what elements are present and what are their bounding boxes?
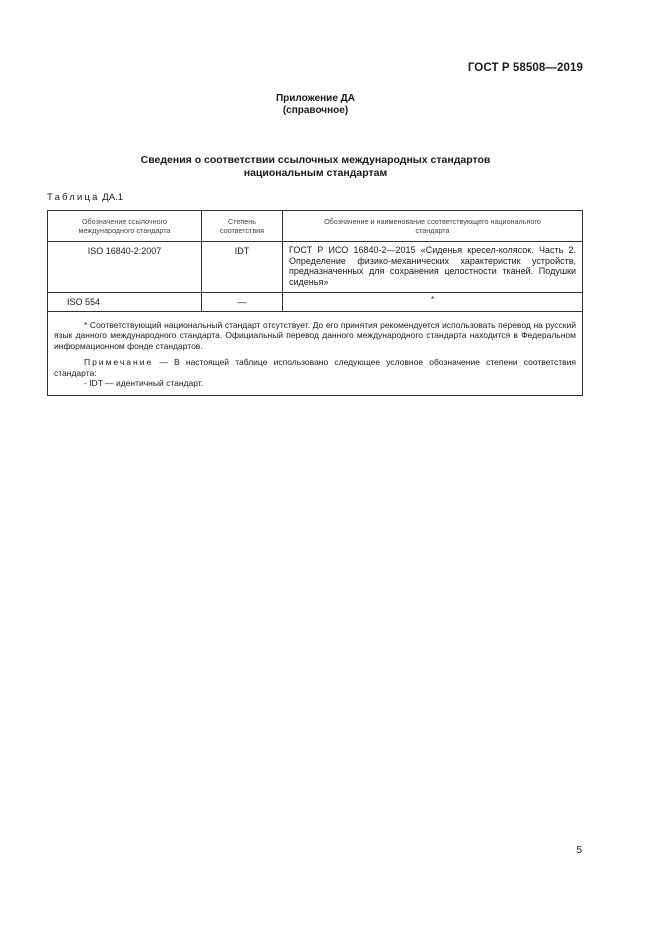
footnote: * Соответствующий национальный стандарт отсутствует. До его принятия рекомендуется использовать перевод на русский язык данного международного стандарта. Официальный перевод данного международного стандарта находится в Федеральном информационном фонде стандартов. bbox=[54, 319, 576, 351]
appendix-title: Приложение ДА bbox=[275, 93, 356, 104]
section-title bbox=[0, 154, 631, 180]
table-caption-number: ДА.1 bbox=[102, 192, 123, 203]
note-item: - IDT — идентичный стандарт. bbox=[84, 378, 204, 388]
appendix-heading bbox=[0, 93, 631, 117]
header-degree-line1: Степень bbox=[227, 216, 256, 226]
table-caption-word: Таблица bbox=[47, 192, 100, 203]
note-label: Примечание bbox=[84, 357, 154, 367]
table-row bbox=[48, 242, 583, 293]
header-ref-standard bbox=[48, 211, 202, 242]
note bbox=[54, 357, 576, 378]
cell-national-standard: ГОСТ Р ИСО 16840-2—2015 «Сиденья кресел-колясок. Часть 2. Определение физико-механических характеристик устройств, предназначенных для сохранения целостности тканей. Подушки сиденья» bbox=[283, 242, 583, 293]
header-national-line1: Обозначение и наименование соответствующего национального bbox=[324, 216, 541, 226]
document-code: ГОСТ Р 58508—2019 bbox=[467, 62, 583, 74]
table-notes-row bbox=[48, 311, 583, 395]
header-degree bbox=[202, 211, 283, 242]
header-national-line2: стандарта bbox=[415, 226, 450, 235]
correspondence-table bbox=[47, 210, 583, 396]
section-title-line1: Сведения о соответствии ссылочных международных стандартов bbox=[140, 154, 491, 166]
cell-degree: IDT bbox=[202, 242, 283, 293]
cell-ref-standard: ISO 554 bbox=[48, 293, 202, 312]
cell-degree: — bbox=[202, 293, 283, 312]
header-ref-line2: международного стандарта bbox=[78, 226, 171, 235]
header-degree-line2: соответствия bbox=[219, 226, 265, 235]
table-header-row bbox=[48, 211, 583, 242]
header-ref-line1: Обозначение ссылочного bbox=[81, 216, 168, 226]
page-number: 5 bbox=[576, 845, 582, 856]
header-national-standard bbox=[283, 211, 583, 242]
table-notes-cell bbox=[48, 311, 583, 395]
appendix-subtitle: (справочное) bbox=[282, 105, 349, 116]
note-text: — В настоящей таблице использовано следующее условное обозначение степени соответствия стандарта: bbox=[54, 357, 576, 378]
section-title-line2: национальным стандартам bbox=[243, 167, 388, 179]
table-caption bbox=[47, 192, 123, 203]
cell-national-standard: * bbox=[283, 293, 583, 312]
cell-ref-standard: ISO 16840-2:2007 bbox=[48, 242, 202, 293]
table-row bbox=[48, 293, 583, 312]
